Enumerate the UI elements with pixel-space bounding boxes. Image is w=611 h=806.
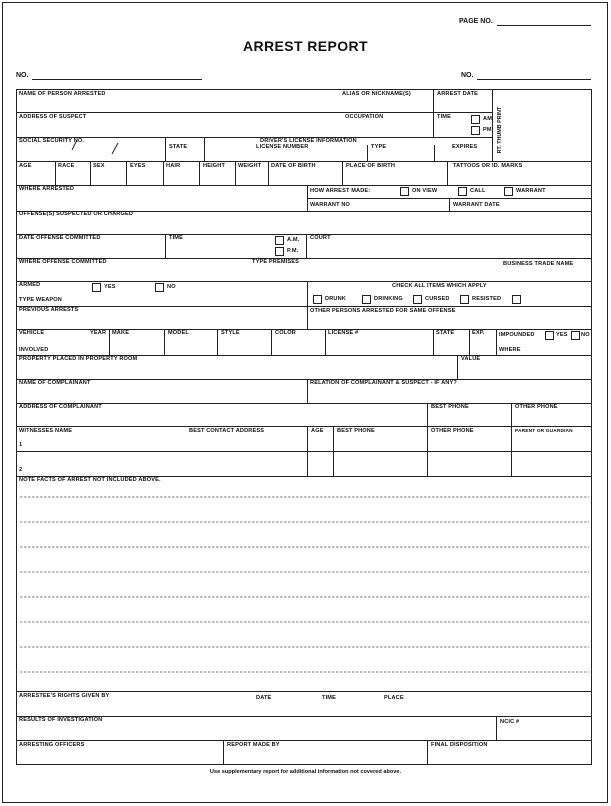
armed-yes-checkbox[interactable] (92, 283, 101, 292)
drinking-checkbox[interactable] (362, 295, 371, 304)
weight-label: WEIGHT (238, 163, 262, 169)
report-made-by-label: REPORT MADE BY (227, 742, 280, 748)
impounded-no-label: NO (581, 332, 590, 338)
exp-label: EXP. (472, 330, 485, 336)
other-persons-label: OTHER PERSONS ARRESTED FOR SAME OFFENSE (310, 308, 456, 314)
offense-pm-label: P.M. (287, 248, 299, 254)
call-label: CALL (470, 188, 486, 194)
style-label: STYLE (221, 330, 240, 336)
witness-2-label: 2 (19, 467, 23, 473)
address-of-complainant-label: ADDRESS OF COMPLAINANT (19, 404, 102, 410)
where-arrested-label: WHERE ARRESTED (19, 186, 75, 192)
witness-best-phone-label: BEST PHONE (337, 428, 375, 434)
call-checkbox[interactable] (458, 187, 467, 196)
social-security-label: SOCIAL SECURITY NO. (19, 138, 85, 144)
hair-label: HAIR (166, 163, 181, 169)
address-of-suspect-label: ADDRESS OF SUSPECT (19, 114, 87, 120)
license-number-label: LICENSE NUMBER (256, 144, 309, 150)
armed-no-checkbox[interactable] (155, 283, 164, 292)
offenses-label: OFFENSE(S) SUSPECTED OR CHARGED (19, 211, 134, 217)
date-offense-committed-label: DATE OFFENSE COMMITTED (19, 235, 101, 241)
witness-1-label: 1 (19, 442, 23, 448)
impounded-yes-checkbox[interactable] (545, 331, 554, 340)
impounded-yes-label: YES (556, 332, 568, 338)
type-premises-label: TYPE PREMISES (252, 259, 300, 265)
arrest-date-label: ARREST DATE (437, 91, 479, 97)
type-weapon-label: TYPE WEAPON (19, 297, 62, 303)
page-no-label: PAGE NO. (459, 18, 493, 25)
place-of-birth-label: PLACE OF BIRTH (346, 163, 396, 169)
arresting-officers-label: ARRESTING OFFICERS (19, 742, 85, 748)
where-label: WHERE (499, 347, 521, 353)
warrant-date-label: WARRANT DATE (453, 202, 500, 208)
where-offense-committed-label: WHERE OFFENSE COMMITTED (19, 259, 107, 265)
final-disposition-label: FINAL DISPOSITION (431, 742, 488, 748)
vehicle-label: VEHICLE (19, 330, 45, 336)
vehicle-state-label: STATE (436, 330, 455, 336)
resisted-checkbox[interactable] (460, 295, 469, 304)
warrant-no-label: WARRANT NO (310, 202, 351, 208)
parent-guardian-label: PARENT OR GUARDIAN (515, 429, 573, 434)
on-view-label: ON VIEW (412, 188, 438, 194)
offense-time-label: TIME (169, 235, 183, 241)
court-label: COURT (310, 235, 331, 241)
complainant-best-phone-label: BEST PHONE (431, 404, 469, 410)
impounded-label: IMPOUNDED (499, 332, 535, 338)
drinking-label: DRINKING (374, 296, 403, 302)
resisted-extra-checkbox[interactable] (512, 295, 521, 304)
impounded-no-checkbox[interactable] (571, 331, 580, 340)
rights-given-by-label: ARRESTEE'S RIGHTS GIVEN BY (19, 693, 110, 699)
check-all-label: CHECK ALL ITEMS WHICH APPLY (392, 283, 487, 289)
how-arrest-made-label: HOW ARREST MADE: (310, 188, 371, 194)
name-of-person-arrested-label: NAME OF PERSON ARRESTED (19, 91, 106, 97)
armed-label: ARMED (19, 282, 41, 288)
offense-am-label: A.M. (287, 237, 300, 243)
property-placed-label: PROPERTY PLACED IN PROPERTY ROOM (19, 356, 138, 362)
drunk-checkbox[interactable] (313, 295, 322, 304)
make-label: MAKE (112, 330, 130, 336)
warrant-checkbox[interactable] (504, 187, 513, 196)
on-view-checkbox[interactable] (400, 187, 409, 196)
am-checkbox[interactable] (471, 115, 480, 124)
dl-expires-label: EXPIRES (452, 144, 478, 150)
eyes-label: EYES (130, 163, 146, 169)
no-left-label: NO. (16, 72, 29, 79)
complainant-other-phone-label: OTHER PHONE (515, 404, 558, 410)
height-label: HEIGHT (203, 163, 226, 169)
tattoos-label: TATTOOS OR ID. MARKS (453, 163, 523, 169)
footer-note: Use supplementary report for additional information not covered above. (209, 769, 402, 775)
armed-yes-label: YES (104, 284, 116, 290)
year-label: YEAR (90, 330, 107, 336)
notes-area[interactable] (17, 485, 591, 690)
date-of-birth-label: DATE OF BIRTH (271, 163, 316, 169)
best-contact-address-label: BEST CONTACT ADDRESS (189, 428, 265, 434)
pm-checkbox[interactable] (471, 126, 480, 135)
value-label: VALUE (461, 356, 481, 362)
witnesses-name-label: WITNESSES NAME (19, 428, 73, 434)
name-of-complainant-label: NAME OF COMPLAINANT (19, 380, 91, 386)
resisted-label: RESISTED (472, 296, 502, 302)
sex-label: SEX (93, 163, 105, 169)
drunk-label: DRUNK (325, 296, 346, 302)
offense-am-checkbox[interactable] (275, 236, 284, 245)
previous-arrests-label: PREVIOUS ARRESTS (19, 307, 79, 313)
license-label: LICENSE # (328, 330, 359, 336)
rights-date-label: DATE (256, 695, 272, 701)
pm-label: PM (483, 127, 492, 133)
witness-other-phone-label: OTHER PHONE (431, 428, 474, 434)
model-label: MODEL (168, 330, 189, 336)
ncic-label: NCIC # (500, 719, 520, 725)
involved-label: INVOLVED (19, 347, 49, 353)
rt-thumb-print-label: RT. THUMB PRINT (497, 106, 503, 154)
no-right-label: NO. (461, 72, 474, 79)
armed-no-label: NO (167, 284, 176, 290)
rights-place-label: PLACE (384, 695, 404, 701)
witness-age-label: AGE (311, 428, 324, 434)
drivers-license-info-label: DRIVER'S LICENSE INFORMATION (260, 138, 357, 144)
color-label: COLOR (275, 330, 296, 336)
occupation-label: OCCUPATION (345, 114, 384, 120)
rights-time-label: TIME (322, 695, 336, 701)
note-facts-label: NOTE FACTS OF ARREST NOT INCLUDED ABOVE. (19, 477, 161, 483)
dl-type-label: TYPE (371, 144, 387, 150)
results-label: RESULTS OF INVESTIGATION (19, 717, 103, 723)
business-trade-name-label: BUSINESS TRADE NAME (503, 261, 574, 267)
time-label: TIME (437, 114, 451, 120)
dl-state-label: STATE (169, 144, 188, 150)
cursed-checkbox[interactable] (413, 295, 422, 304)
cursed-label: CURSED (425, 296, 450, 302)
alias-label: ALIAS OR NICKNAME(S) (342, 91, 411, 97)
relation-label: RELATION OF COMPLAINANT & SUSPECT - IF ANY? (310, 380, 457, 386)
offense-pm-checkbox[interactable] (275, 247, 284, 256)
am-label: AM (483, 116, 492, 122)
warrant-label: WARRANT (516, 188, 546, 194)
age-label: AGE (19, 163, 32, 169)
form-title: ARREST REPORT (243, 38, 368, 54)
race-label: RACE (58, 163, 75, 169)
